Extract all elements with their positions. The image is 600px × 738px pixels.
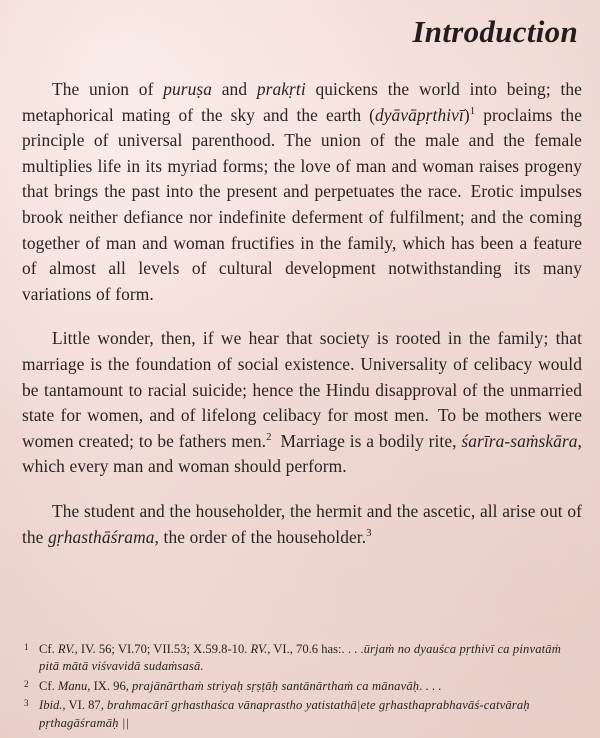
footnote-text: Cf. Manu, IX. 96, prajānārthaṁ striyaḥ sṛṣṭāḥ santānārthaṁ ca mānavāḥ. . . . — [39, 678, 442, 693]
footnote-1 — [22, 641, 582, 676]
paragraph-1: The union of puruṣa and prakṛti quickens the world into being; the metaphorical mating of the sky and the earth (dyāvāpṛthivī)$^1$ proclaims the principle of universal parenthood. The union of the male and the female multiplies life in its myriad forms; the love of man and woman raises progeny that brings the past into the present and perpetuates the race. Erotic impulses brook neither defiance nor indefinite deferment of fulfilment; and the coming together of man and woman fructifies in the family, which has been a feature of almost all levels of cultural development notwithstanding its many variations of form. — [22, 79, 582, 304]
paragraph-3: The student and the householder, the hermit and the ascetic, all arise out of the gṛhasthāśrama, the order of the householder.$^3$ — [22, 500, 582, 547]
body-text — [22, 77, 582, 550]
page-content — [22, 0, 582, 738]
footnote-marker: 1 — [24, 641, 29, 652]
footnote-text: Ibid., VI. 87, brahmacārī gṛhasthaśca vānaprastho yatistathā|ete gṛhasthaprabhavāś-catvāraḥ pṛthagāśramāḥ || — [39, 698, 530, 730]
paragraph-2: Little wonder, then, if we hear that society is rooted in the family; that marriage is the foundation of social existence. Universality of celibacy would be tantamount to racial suicide; hence the Hindu disapproval of the unmarried state for women, and of lifelong celibacy for most men. To be mothers were women created; to be fathers men.$^2$ Marriage is a bodily rite, śarīra-saṁskāra, which every man and woman should perform. — [22, 328, 582, 477]
footnote-marker: 3 — [24, 698, 29, 709]
page-title: Introduction — [412, 14, 578, 49]
footnote-marker: 2 — [24, 678, 29, 689]
footnote-3 — [22, 697, 582, 732]
footnote-text: Cf. RV., IV. 56; VI.70; VII.53; X.59.8-10. RV., VI., 70.6 has:. . . .ūrjaṁ no dyauśca pṛthivī ca pinvatāṁ pitā mātā viśvavidā sudaṁsasā. — [39, 641, 561, 674]
footnote-2 — [22, 678, 582, 695]
footnote-section — [22, 641, 582, 732]
